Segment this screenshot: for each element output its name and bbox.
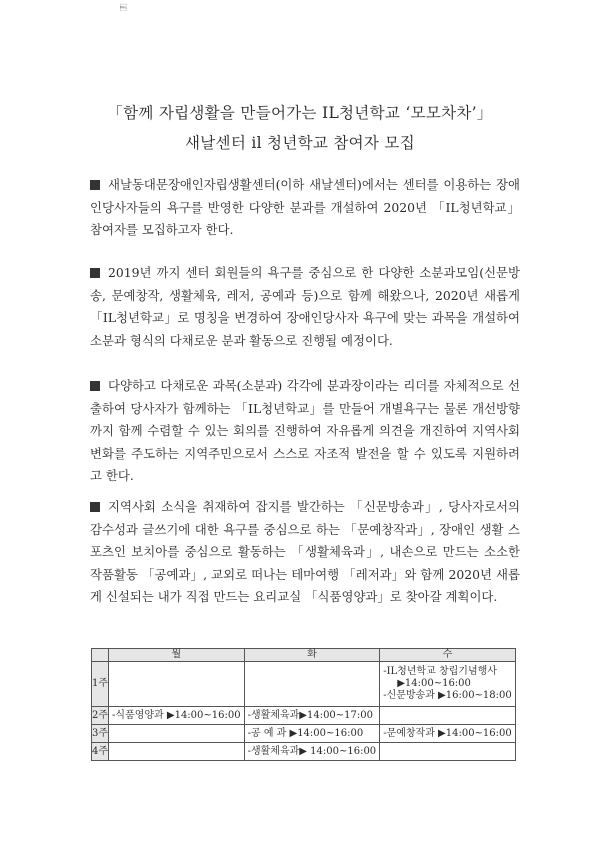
tuesday-cell: -공 예 과 ▶14:00~16:00	[244, 725, 380, 743]
square-bullet-icon	[90, 268, 100, 278]
wednesday-cell	[380, 743, 516, 761]
week-header-cell	[92, 649, 109, 662]
title-line-2: 새날센터 il 청년학교 참여자 모집	[185, 134, 415, 152]
table-row	[92, 707, 516, 725]
monday-cell	[109, 743, 245, 761]
schedule-table	[91, 648, 516, 761]
table-row	[92, 743, 516, 761]
paragraph-1	[90, 174, 520, 242]
header-monday: 월	[109, 649, 245, 662]
monday-cell	[109, 725, 245, 743]
week-label: 3주	[92, 725, 109, 743]
week-label: 4주	[92, 743, 109, 761]
wednesday-cell-line: -IL청년학교 창립기념행사	[383, 666, 497, 677]
table-row	[92, 662, 516, 707]
week-label: 2주	[92, 707, 109, 725]
wednesday-cell	[380, 707, 516, 725]
square-bullet-icon	[90, 502, 100, 512]
tuesday-cell	[244, 662, 380, 707]
paragraph-text: 다양하고 다채로운 과목(소분과) 각각에 분과장이라는 리더를 자체적으로 선출하여 당사자가 함께하는 「IL청년학교」를 만들어 개별욕구는 물론 개선방향까지 함께 수렴할 수 있는 회의를 진행하여 자유롭게 의견을 개진하여 지역사회 변화를 주도하는 지역주민으로서 스스로 자조적 발전을 할 수 있도록 지원하려고 한다.	[90, 378, 520, 484]
paragraph-text: 새날동대문장애인자립생활센터(이하 새날센터)에서는 센터를 이용하는 장애인당사자들의 욕구를 반영한 다양한 분과를 개설하여 2020년 「IL청년학교」 참여자를 모집하고자 한다.	[90, 177, 520, 238]
title-block	[0, 98, 600, 158]
paragraph-text: 2019년 까지 센터 회원들의 욕구를 중심으로 한 다양한 소분과모임(신문방송, 문예창작, 생활체육, 레저, 공예과 등)으로 함께 해왔으나, 2020년 새롭게 「IL청년학교」로 명칭을 변경하여 장애인당사자 욕구에 맞는 과목을 개설하여 소분과 형식의 다채로운 분과 활동으로 진행될 예정이다.	[90, 265, 520, 348]
square-bullet-icon	[90, 180, 100, 190]
wednesday-cell	[380, 662, 516, 707]
title-line-1: 「함께 자립생활을 만들어가는 IL청년학교 ‘모모차차’」	[107, 104, 493, 122]
paragraph-4	[90, 496, 520, 609]
monday-cell	[109, 662, 245, 707]
page-mark: 	[120, 4, 127, 12]
schedule-header-row	[92, 649, 516, 662]
header-tuesday: 화	[244, 649, 380, 662]
paragraph-2	[90, 262, 520, 352]
wednesday-cell-line: ▶14:00~16:00	[397, 678, 471, 689]
tuesday-cell: -생활체육과▶ 14:00~16:00	[244, 743, 380, 761]
wednesday-cell: -문예창작과 ▶14:00~16:00	[380, 725, 516, 743]
square-bullet-icon	[90, 381, 100, 391]
tuesday-cell: -생활체육과▶14:00~17:00	[244, 707, 380, 725]
wednesday-cell-line: -신문방송과 ▶16:00~18:00	[383, 690, 512, 701]
table-row	[92, 725, 516, 743]
header-wednesday: 수	[380, 649, 516, 662]
monday-cell: -식품영양과 ▶14:00~16:00	[109, 707, 245, 725]
paragraph-3	[90, 375, 520, 488]
week-label: 1주	[92, 662, 109, 707]
paragraph-text: 지역사회 소식을 취재하여 잡지를 발간하는 「신문방송과」, 당사자로서의 감수성과 글쓰기에 대한 욕구를 중심으로 하는 「문예창작과」, 장애인 생활 스포츠인 보치아를 중심으로 활동하는 「생활체육과」, 내손으로 만드는 소소한 작품활동 「공예과」, 교외로 떠나는 테마여행 「레저과」와 함께 2020년 새롭게 신설되는 내가 직접 만드는 요리교실 「식품영양과」로 찾아갈 계획이다.	[90, 499, 520, 605]
